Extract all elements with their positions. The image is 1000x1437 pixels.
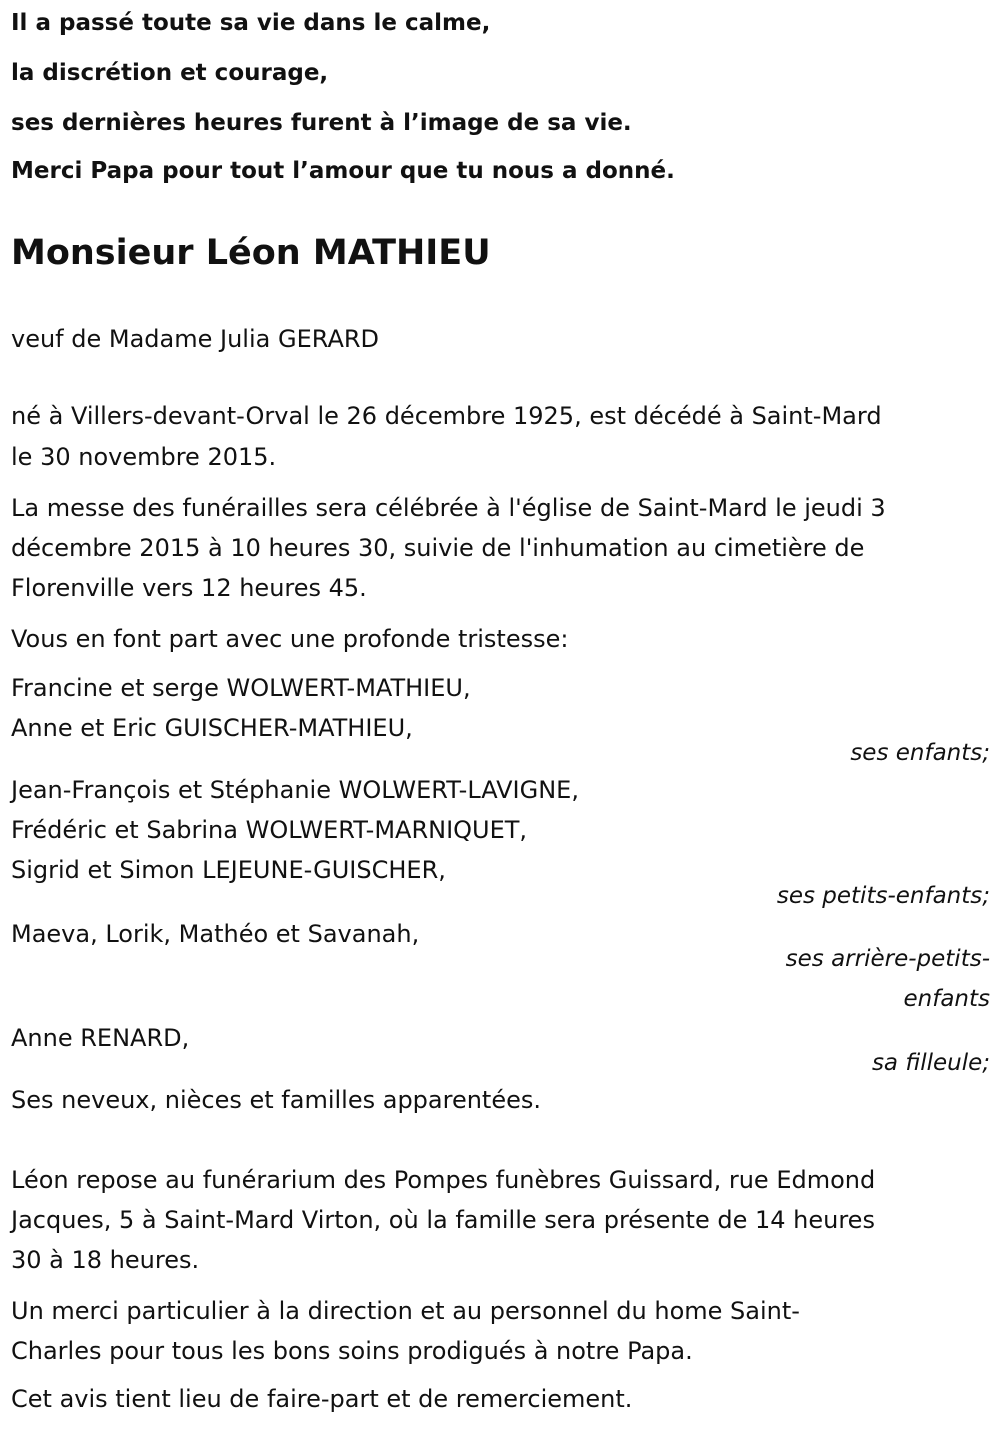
poem-line-3: ses dernières heures furent à l’image de sa vie.	[11, 110, 632, 136]
poem-line-4: Merci Papa pour tout l’amour que tu nous a donné.	[11, 158, 675, 184]
funeral-line-2: décembre 2015 à 10 heures 30, suivie de l'inhumation au cimetière de	[11, 534, 865, 562]
rest-place-line-2: Jacques, 5 à Saint-Mard Virton, où la famille sera présente de 14 heures	[11, 1206, 875, 1234]
great-grandchildren-label-1: ses arrière-petits-	[785, 946, 990, 972]
grandchild-line-1: Jean-François et Stéphanie WOLWERT-LAVIGNE,	[11, 776, 579, 804]
birth-death-line-1: né à Villers-devant-Orval le 26 décembre 1925, est décédé à Saint-Mard	[11, 402, 882, 430]
child-line-1: Francine et serge WOLWERT-MATHIEU,	[11, 674, 471, 702]
rest-place-line-3: 30 à 18 heures.	[11, 1246, 200, 1274]
thanks-line-1: Un merci particulier à la direction et au personnel du home Saint-	[11, 1297, 800, 1325]
children-label: ses enfants;	[850, 740, 990, 766]
great-grandchildren-label-2: enfants	[903, 986, 990, 1012]
great-grandchild-line-1: Maeva, Lorik, Mathéo et Savanah,	[11, 920, 420, 948]
poem-line-1: Il a passé toute sa vie dans le calme,	[11, 10, 491, 36]
widower-of: veuf de Madame Julia GERARD	[11, 325, 380, 353]
deceased-name: Monsieur Léon MATHIEU	[11, 233, 491, 273]
grandchildren-label: ses petits-enfants;	[776, 883, 990, 909]
announcement: Vous en font part avec une profonde tristesse:	[11, 625, 569, 653]
thanks-line-2: Charles pour tous les bons soins prodigués à notre Papa.	[11, 1337, 693, 1365]
rest-place-line-1: Léon repose au funérarium des Pompes funèbres Guissard, rue Edmond	[11, 1166, 876, 1194]
funeral-line-3: Florenville vers 12 heures 45.	[11, 574, 367, 602]
other-relatives: Ses neveux, nièces et familles apparentées.	[11, 1086, 542, 1114]
funeral-line-1: La messe des funérailles sera célébrée à l'église de Saint-Mard le jeudi 3	[11, 494, 886, 522]
birth-death-line-2: le 30 novembre 2015.	[11, 443, 277, 471]
goddaughter-label: sa filleule;	[871, 1050, 990, 1076]
goddaughter-line-1: Anne RENARD,	[11, 1024, 190, 1052]
grandchild-line-2: Frédéric et Sabrina WOLWERT-MARNIQUET,	[11, 816, 528, 844]
poem-line-2: la discrétion et courage,	[11, 60, 329, 86]
grandchild-line-3: Sigrid et Simon LEJEUNE-GUISCHER,	[11, 856, 446, 884]
closing-note: Cet avis tient lieu de faire-part et de remerciement.	[11, 1385, 633, 1413]
child-line-2: Anne et Eric GUISCHER-MATHIEU,	[11, 714, 413, 742]
